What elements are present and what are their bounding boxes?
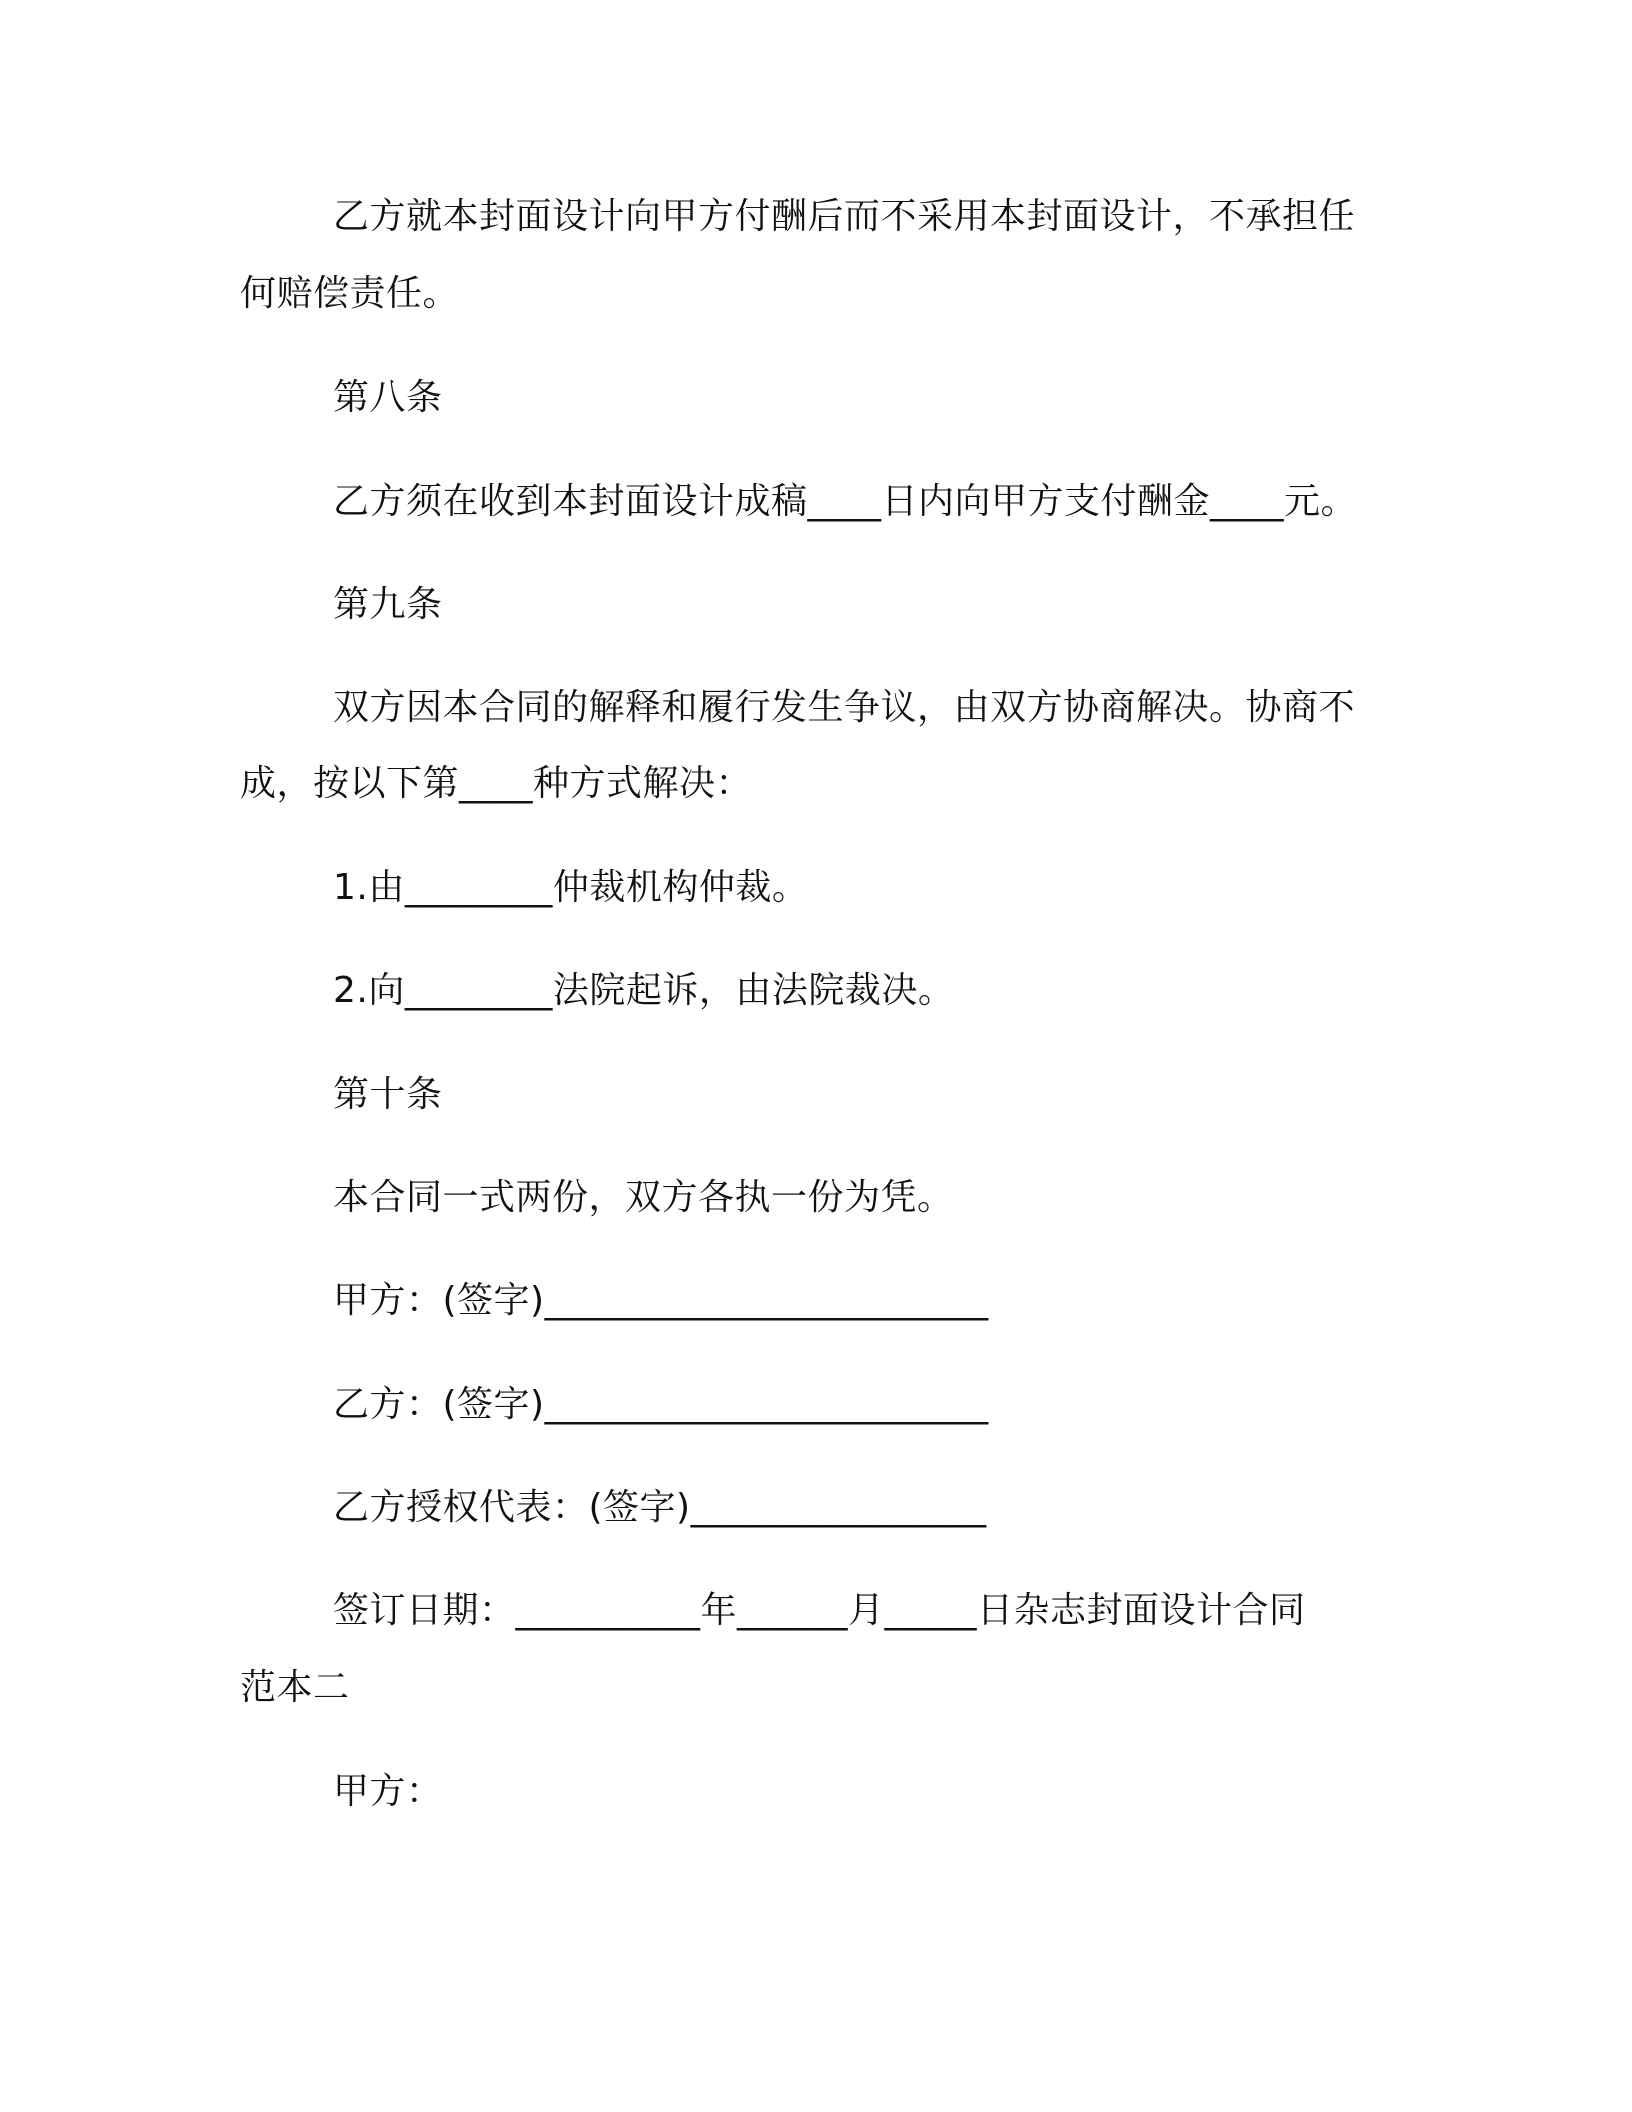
section-title: 范本二 [240,1667,350,1708]
paragraph-line: 乙方须在收到本封面设计成稿____日内向甲方支付酬金____元。 [333,481,1358,522]
signature-line-party-b: 乙方：(签字)________________________ [333,1384,989,1425]
paragraph-line: 乙方就本封面设计向甲方付酬后而不采用本封面设计，不承担任 [333,196,1356,237]
paragraph-line: 成，按以下第____种方式解决： [240,763,753,804]
party-a-label: 甲方： [333,1771,443,1812]
list-item: 2.向________法院起诉，由法院裁决。 [333,970,955,1011]
article-heading: 第八条 [333,377,443,418]
signature-line-representative: 乙方授权代表：(签字)________________ [333,1487,987,1528]
signature-line-party-a: 甲方：(签字)________________________ [333,1280,989,1321]
paragraph-line: 本合同一式两份，双方各执一份为凭。 [333,1177,954,1218]
paragraph-line: 何赔偿责任。 [240,273,460,314]
article-heading: 第九条 [333,584,443,625]
article-heading: 第十条 [333,1074,443,1115]
list-item: 1.由________仲裁机构仲裁。 [333,867,809,908]
signing-date-line: 签订日期：__________年______月_____日杂志封面设计合同 [333,1590,1306,1631]
paragraph-line: 双方因本合同的解释和履行发生争议，由双方协商解决。协商不 [333,687,1356,728]
